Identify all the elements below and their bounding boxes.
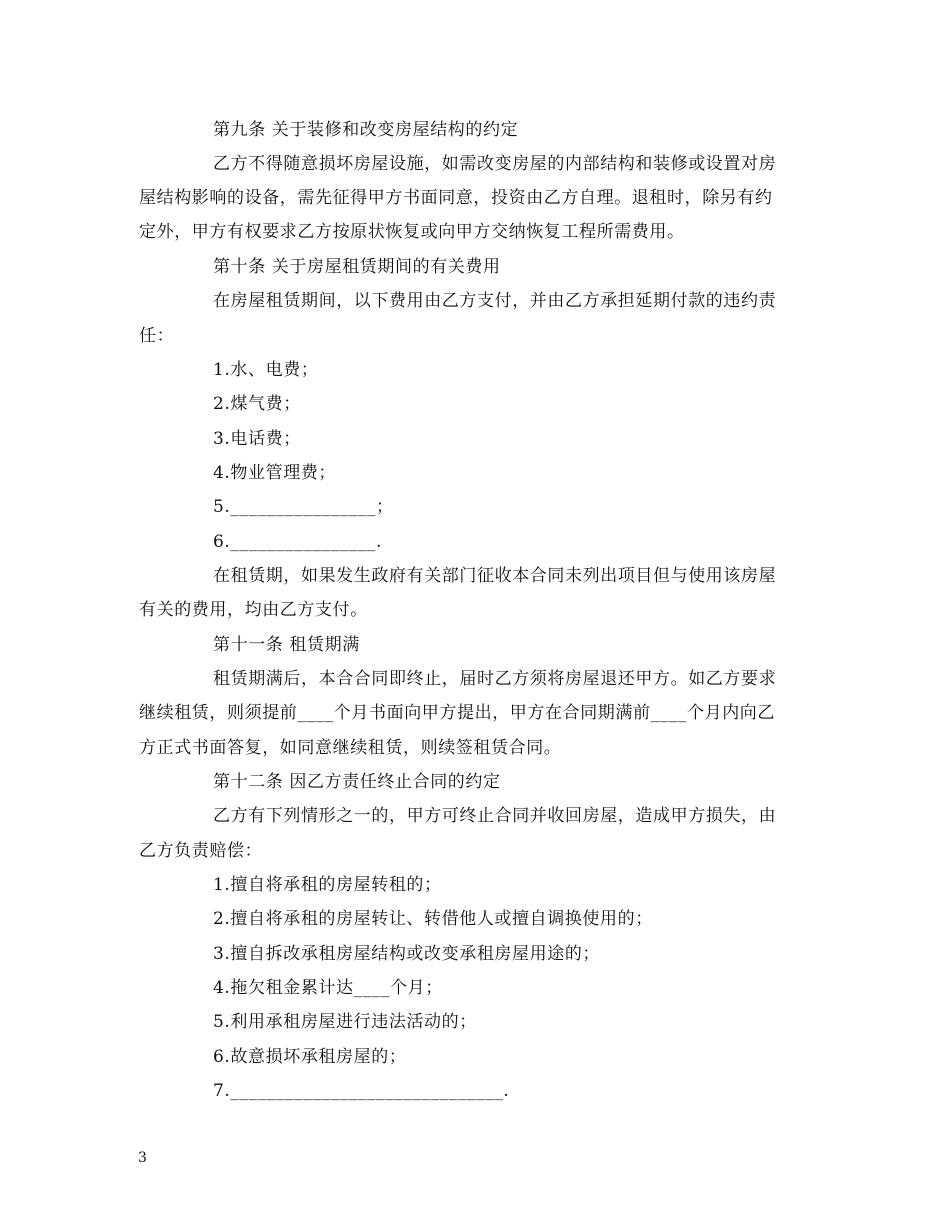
paragraph-line: 在租赁期，如果发生政府有关部门征收本合同未列出项目但与使用该房屋 [213, 566, 777, 586]
list-item: 5.利用承租房屋进行违法活动的； [213, 1012, 477, 1032]
list-item: 3.擅自拆改承租房屋结构或改变承租房屋用途的； [213, 944, 601, 964]
list-item: 6.________________. [213, 532, 383, 552]
list-item: 4.拖欠租金累计达____个月； [213, 978, 443, 998]
article-9-heading: 第九条 关于装修和改变房屋结构的约定 [213, 120, 519, 140]
paragraph-line: 乙方不得随意损坏房屋设施，如需改变房屋的内部结构和装修或设置对房 [213, 154, 777, 174]
list-item: 2.煤气费； [213, 394, 301, 414]
list-item: 4.物业管理费； [213, 463, 337, 483]
paragraph-line: 定外，甲方有权要求乙方按原状恢复或向甲方交纳恢复工程所需费用。 [139, 222, 685, 242]
paragraph-line: 屋结构影响的设备，需先征得甲方书面同意，投资由乙方自理。退租时，除另有约 [139, 188, 773, 208]
paragraph-line: 方正式书面答复，如同意继续租赁，则续签租赁合同。 [139, 738, 562, 758]
list-item: 6.故意损坏承租房屋的； [213, 1047, 407, 1067]
list-item: 5.________________； [213, 497, 394, 517]
paragraph-line: 继续租赁，则须提前____个月书面向甲方提出，甲方在合同期满前____个月内向乙 [139, 703, 775, 723]
article-10-heading: 第十条 关于房屋租赁期间的有关费用 [213, 257, 501, 277]
paragraph-line: 有关的费用，均由乙方支付。 [139, 600, 368, 620]
paragraph-line: 乙方有下列情形之一的，甲方可终止合同并收回房屋，造成甲方损失，由 [213, 806, 777, 826]
paragraph-line: 任： [139, 326, 175, 346]
list-item: 1.擅自将承租的房屋转租的； [213, 875, 442, 895]
article-12-heading: 第十二条 因乙方责任终止合同的约定 [213, 772, 501, 792]
paragraph-line: 乙方负责赔偿： [139, 841, 263, 861]
list-item: 2.擅自将承租的房屋转让、转借他人或擅自调换使用的； [213, 909, 653, 929]
paragraph-line: 在房屋租赁期间，以下费用由乙方支付，并由乙方承担延期付款的违约责 [213, 291, 777, 311]
article-11-heading: 第十一条 租赁期满 [213, 635, 360, 655]
paragraph-line: 租赁期满后，本合合同即终止，届时乙方须将房屋退还甲方。如乙方要求 [213, 669, 777, 689]
list-item: 7.______________________________. [213, 1081, 510, 1101]
list-item: 1.水、电费； [213, 360, 319, 380]
list-item: 3.电话费； [213, 429, 301, 449]
page-number: 3 [138, 1150, 147, 1166]
